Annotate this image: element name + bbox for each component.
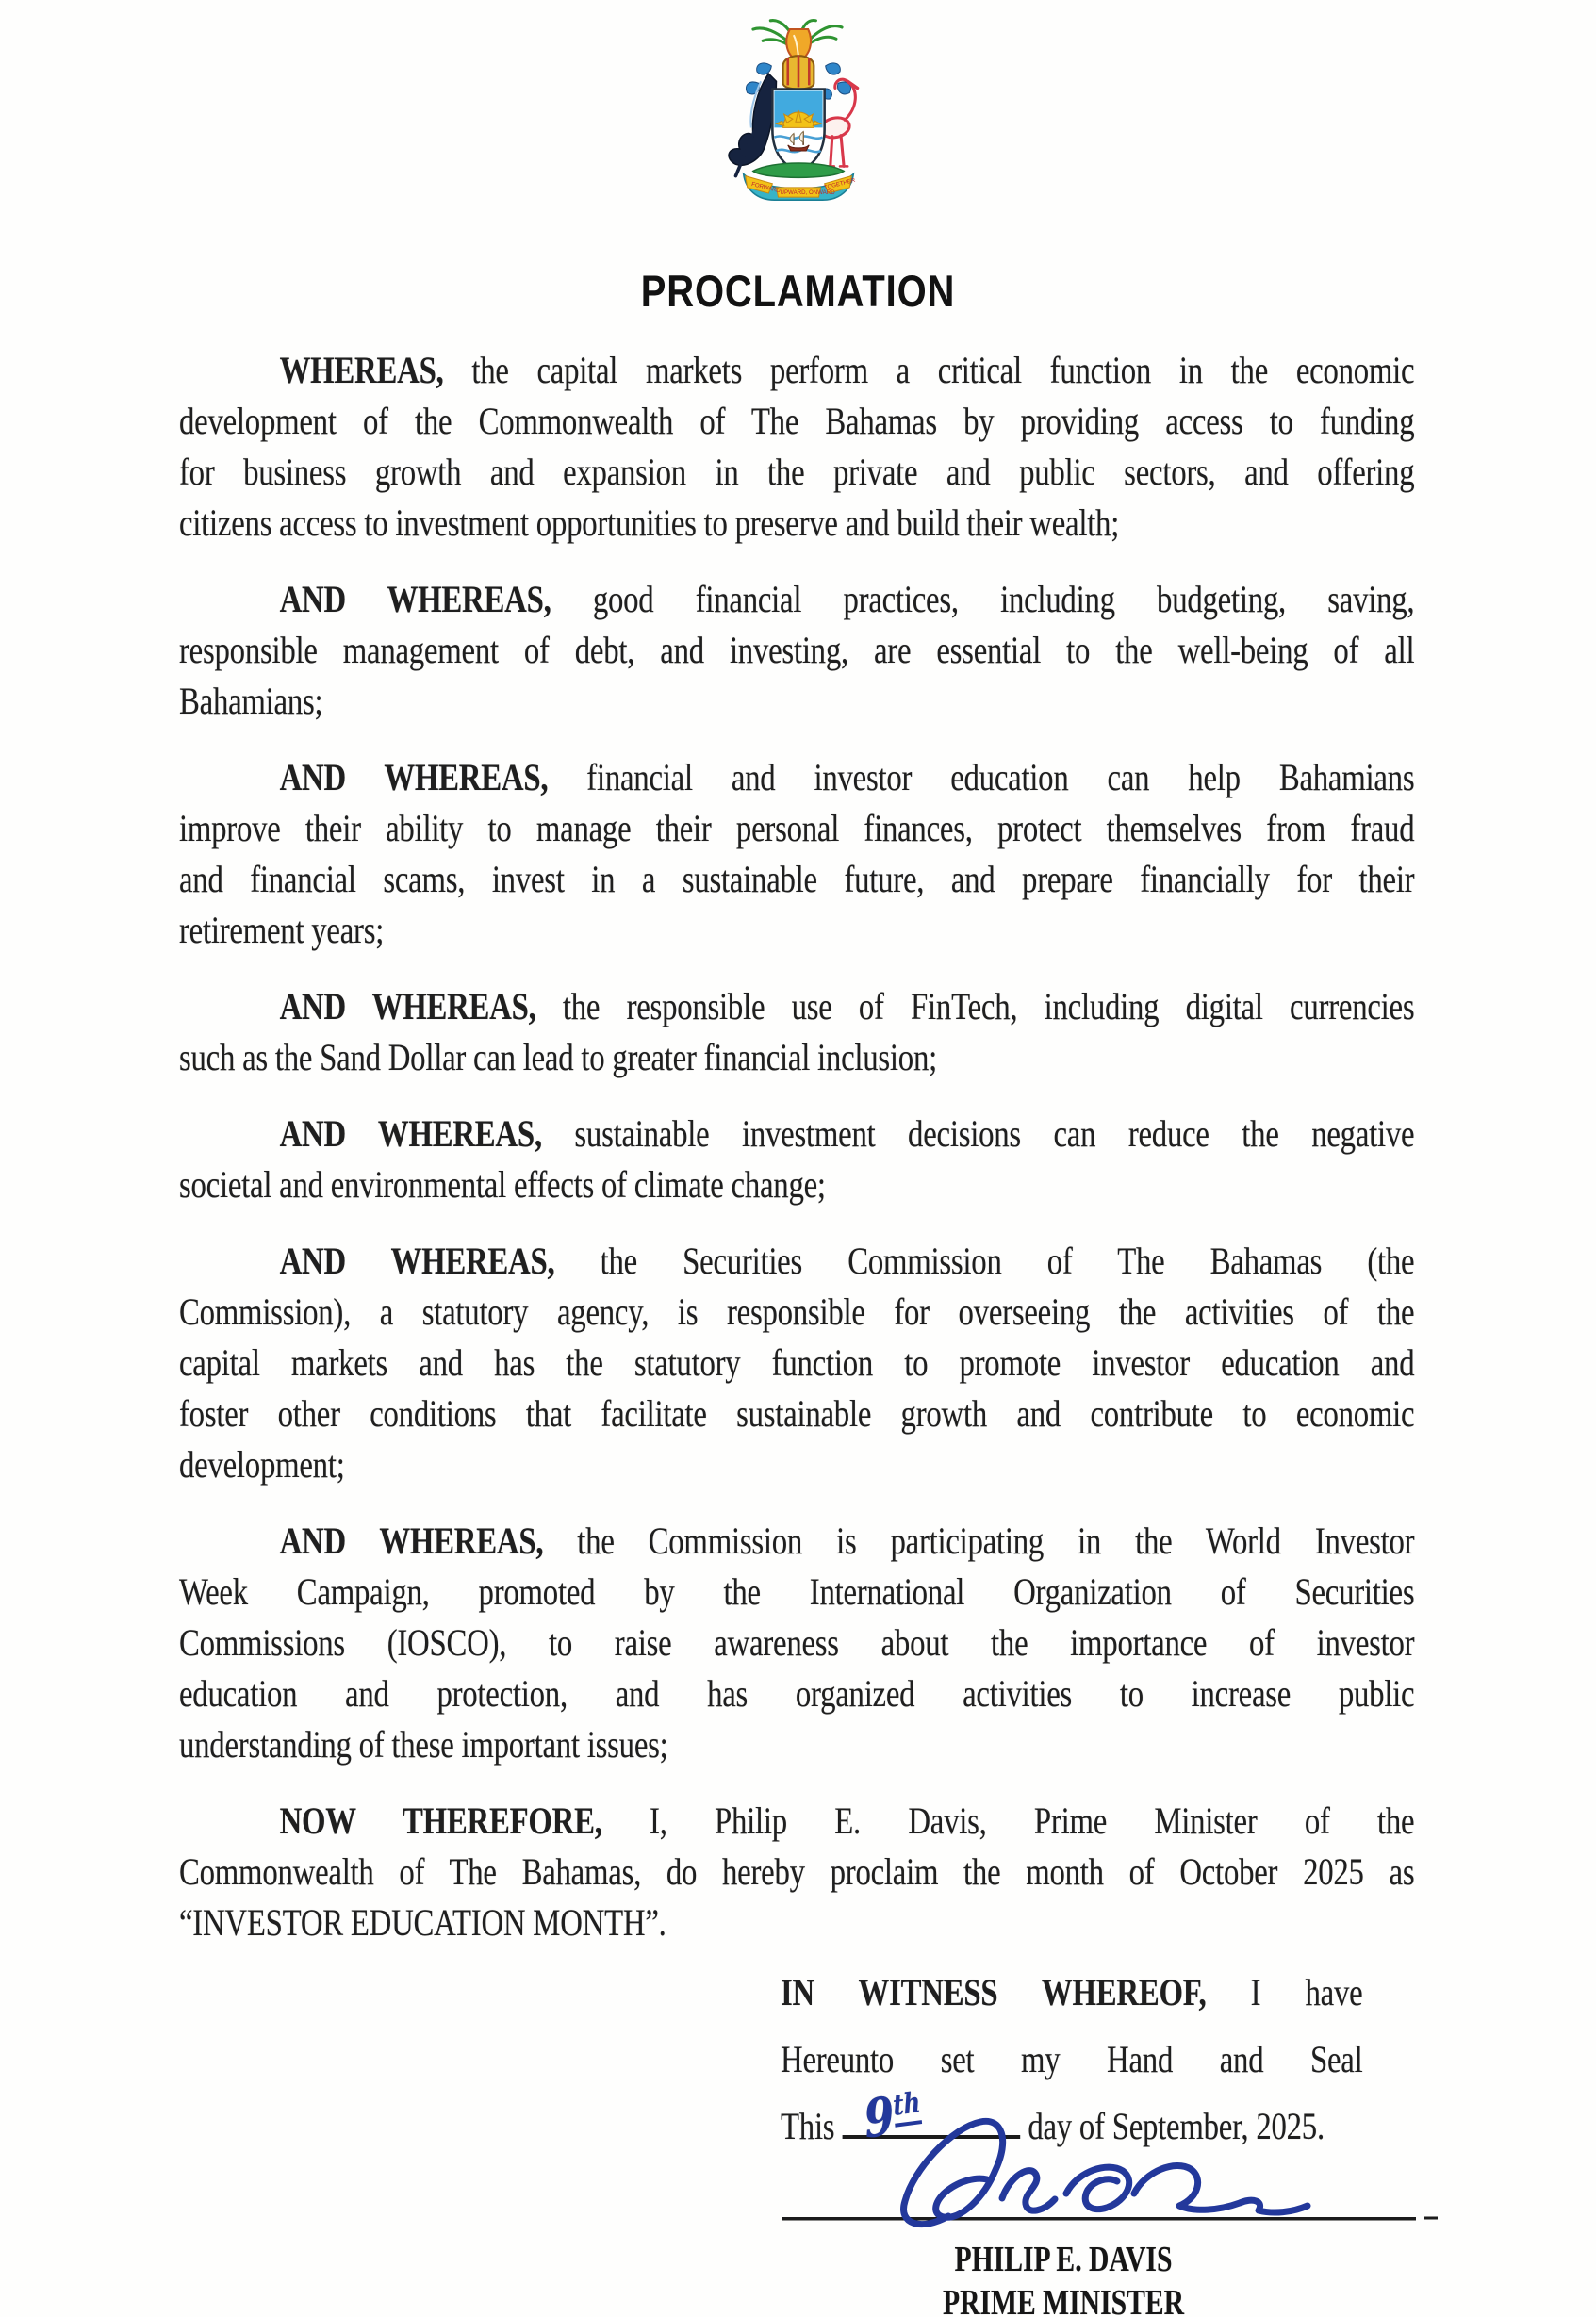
paragraph-line: such as the Sand Dollar can lead to greater financial inclusion;	[179, 1036, 937, 1078]
signatory-title: PRIME MINISTER	[942, 2283, 1185, 2317]
page-title: PROCLAMATION	[640, 266, 956, 316]
paragraph-line: development of the Commonwealth of The Bahamas by providing access to funding	[179, 400, 1415, 442]
signature-rule-dash	[1424, 2217, 1438, 2220]
witness-line: Hereunto set my Hand and Seal	[781, 2038, 1363, 2080]
paragraph	[179, 345, 1414, 549]
signature-area	[782, 2108, 1442, 2240]
paragraph-line: Bahamians;	[179, 680, 323, 722]
paragraph-line	[179, 1236, 1414, 1287]
helmet-icon	[783, 56, 814, 90]
paragraph-line	[179, 1796, 1414, 1847]
paragraph-line	[179, 981, 1414, 1032]
motto-text: TOGETHER	[823, 176, 857, 191]
paragraph-text: sustainable investment decisions can reduce the negative	[541, 1112, 1415, 1155]
paragraph-text: financial and investor education can help Bahamians	[548, 756, 1415, 798]
witness-date-prefix: This	[781, 2105, 835, 2147]
handwritten-day-suffix: th	[892, 2087, 922, 2128]
paragraph-lead: WHEREAS,	[279, 349, 444, 391]
paragraph-lead: AND WHEREAS,	[279, 1240, 555, 1282]
paragraph-line: education and protection, and has organized activities to increase public	[179, 1672, 1415, 1715]
paragraph-lead: AND WHEREAS,	[279, 1112, 542, 1155]
paragraph-text: good financial practices, including budgeting, saving,	[551, 578, 1415, 620]
paragraph-line: Week Campaign, promoted by the International Organization of Securities	[179, 1570, 1415, 1613]
paragraph	[179, 1796, 1414, 1948]
paragraph-lead: AND WHEREAS,	[279, 578, 551, 620]
paragraph-line: foster other conditions that facilitate sustainable growth and contribute to economic	[179, 1392, 1415, 1435]
paragraph-lead: AND WHEREAS,	[279, 985, 536, 1027]
witness-line	[781, 1959, 1362, 2026]
paragraph-lead: AND WHEREAS,	[279, 1520, 544, 1562]
paragraph-line: and financial scams, invest in a sustainable future, and prepare financially for their	[179, 858, 1415, 900]
paragraph-line: retirement years;	[179, 909, 385, 951]
paragraph-line	[179, 1109, 1414, 1159]
motto-text: UPWARD, ONWARD	[780, 189, 835, 197]
paragraph	[179, 1109, 1414, 1210]
paragraph-line: Commonwealth of The Bahamas, do hereby proclaim the month of October 2025 as	[179, 1850, 1415, 1893]
paragraph-line: Commissions (IOSCO), to raise awareness about the importance of investor	[179, 1621, 1415, 1664]
paragraph-text: the responsible use of FinTech, including digital currencies	[535, 985, 1415, 1027]
paragraph-text: the capital markets perform a critical function in the economic	[443, 349, 1415, 391]
shield-icon	[772, 89, 824, 172]
signature-rule	[782, 2217, 1416, 2221]
paragraph-line	[179, 752, 1414, 803]
witness-lead: IN WITNESS WHEREOF,	[781, 1971, 1207, 2013]
paragraph-line: for business growth and expansion in the private and public sectors, and offering	[179, 451, 1415, 493]
paragraph	[179, 574, 1414, 727]
witness-date-suffix: day of September, 2025.	[1028, 2105, 1325, 2147]
paragraph-lead: AND WHEREAS,	[279, 756, 549, 798]
paragraph	[179, 1516, 1414, 1770]
motto-text: FORWARD	[750, 180, 782, 195]
paragraph-text: the Securities Commission of The Bahamas (the	[554, 1240, 1415, 1282]
paragraph-line: societal and environmental effects of climate change;	[179, 1163, 826, 1206]
signatory-name: PHILIP E. DAVIS	[954, 2240, 1173, 2279]
witness-line-text: I have	[1206, 1971, 1363, 2013]
proclamation-body	[179, 345, 1414, 1974]
paragraph	[179, 1236, 1414, 1490]
bahamas-coat-of-arms-icon	[716, 13, 880, 207]
paragraph-text: I, Philip E. Davis, Prime Minister of the	[601, 1799, 1415, 1842]
paragraph-line: development;	[179, 1443, 345, 1486]
paragraph-line: “INVESTOR EDUCATION MONTH”.	[179, 1901, 666, 1944]
paragraph-line	[179, 345, 1414, 396]
paragraph	[179, 981, 1414, 1083]
handwritten-day-number: 9	[861, 2084, 897, 2151]
paragraph-line: improve their ability to manage their personal finances, protect themselves from fraud	[179, 807, 1415, 849]
paragraph-line: understanding of these important issues;	[179, 1723, 668, 1766]
paragraph-line: citizens access to investment opportunities to preserve and build their wealth;	[179, 501, 1120, 544]
paragraph-line	[179, 574, 1414, 625]
paragraph-text: the Commission is participating in the World Investor	[543, 1520, 1415, 1562]
paragraph	[179, 752, 1414, 956]
paragraph-line: capital markets and has the statutory function to promote investor education and	[179, 1341, 1415, 1384]
paragraph-line	[179, 1516, 1414, 1567]
paragraph-lead: NOW THEREFORE,	[279, 1799, 602, 1842]
paragraph-line: responsible management of debt, and investing, are essential to the well-being of all	[179, 629, 1415, 671]
paragraph-line: Commission), a statutory agency, is responsible for overseeing the activities of the	[179, 1290, 1415, 1333]
signature-ink-icon	[904, 2121, 1308, 2224]
